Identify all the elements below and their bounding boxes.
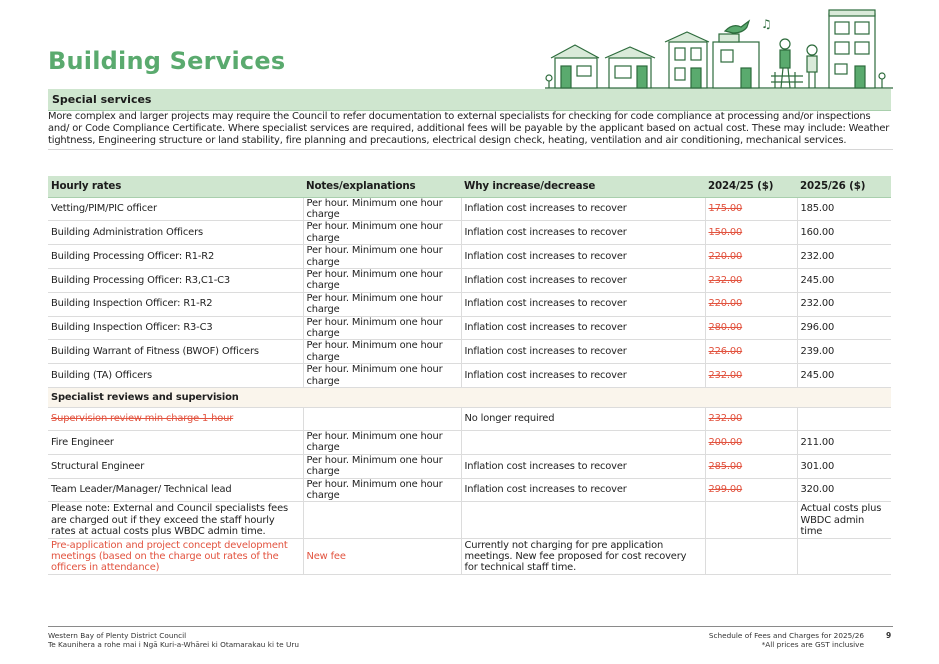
footer-org bbox=[48, 631, 299, 650]
rate-old-value: 232.00 bbox=[705, 364, 797, 388]
rate-why: Inflation cost increases to recover bbox=[461, 221, 705, 245]
rate-new-value: 245.00 bbox=[797, 268, 891, 292]
preapp-name: Pre-application and project concept development meetings (based on the charge out rates of the officers in attendance) bbox=[48, 538, 303, 574]
rate-name: Building Inspection Officer: R1-R2 bbox=[48, 292, 303, 316]
rate-why: No longer required bbox=[461, 408, 705, 431]
table-row bbox=[48, 340, 891, 364]
table-row bbox=[48, 408, 891, 431]
rate-note: Per hour. Minimum one hour charge bbox=[303, 292, 461, 316]
rate-why: Inflation cost increases to recover bbox=[461, 454, 705, 478]
rate-new-value: 211.00 bbox=[797, 431, 891, 455]
rate-note bbox=[303, 408, 461, 431]
rate-name: Building Processing Officer: R3,C1-C3 bbox=[48, 268, 303, 292]
rate-old-value: 200.00 bbox=[705, 431, 797, 455]
rate-new-value: Actual costs plus WBDC admin time bbox=[797, 502, 891, 538]
footer-schedule-title: Schedule of Fees and Charges for 2025/26 bbox=[708, 631, 864, 640]
rate-note: Per hour. Minimum one hour charge bbox=[303, 316, 461, 340]
header-why: Why increase/decrease bbox=[461, 176, 705, 197]
rate-note: Per hour. Minimum one hour charge bbox=[303, 364, 461, 388]
rate-note bbox=[303, 502, 461, 538]
table-row bbox=[48, 268, 891, 292]
rate-new-value: 232.00 bbox=[797, 292, 891, 316]
rate-note: Per hour. Minimum one hour charge bbox=[303, 431, 461, 455]
footer-org-maori: Te Kaunihera a rohe mai i Ngā Kuri-a-Whārei ki Otamarakau ki te Uru bbox=[48, 640, 299, 650]
rate-name: Building Inspection Officer: R3-C3 bbox=[48, 316, 303, 340]
rate-old-value: 150.00 bbox=[705, 221, 797, 245]
footer-org-name: Western Bay of Plenty District Council bbox=[48, 631, 187, 640]
rate-old-value: 232.00 bbox=[705, 408, 797, 431]
table-row bbox=[48, 478, 891, 502]
table-row bbox=[48, 316, 891, 340]
table-row bbox=[48, 245, 891, 269]
table-row bbox=[48, 292, 891, 316]
table-row bbox=[48, 454, 891, 478]
header-hourly-rates: Hourly rates bbox=[48, 176, 303, 197]
rate-name: Building Processing Officer: R1-R2 bbox=[48, 245, 303, 269]
rate-note: Per hour. Minimum one hour charge bbox=[303, 478, 461, 502]
rate-new-value: 301.00 bbox=[797, 454, 891, 478]
special-services-heading: Special services bbox=[52, 93, 152, 106]
rate-note: Per hour. Minimum one hour charge bbox=[303, 221, 461, 245]
preapp-note: New fee bbox=[303, 538, 461, 574]
rate-old-value: 220.00 bbox=[705, 245, 797, 269]
rate-old-value: 232.00 bbox=[705, 268, 797, 292]
rate-name: Building Administration Officers bbox=[48, 221, 303, 245]
rate-why: Inflation cost increases to recover bbox=[461, 197, 705, 221]
rate-note: Per hour. Minimum one hour charge bbox=[303, 454, 461, 478]
footer-gst-note: *All prices are GST inclusive bbox=[761, 640, 864, 650]
rate-old-value: 220.00 bbox=[705, 292, 797, 316]
rate-why bbox=[461, 431, 705, 455]
table-row bbox=[48, 197, 891, 221]
section-row bbox=[48, 388, 891, 408]
header-2025-26: 2025/26 ($) bbox=[797, 176, 891, 197]
houses-illustration bbox=[545, 6, 895, 90]
rate-new-value: 232.00 bbox=[797, 245, 891, 269]
special-services-text: More complex and larger projects may require the Council to refer documentation to external specialists for checking for code compliance at processing and/or inspections and/ or Code Compliance Certificate. Where specialist services are required, additional fees will be payable by the applicant based on actual cost. These may include: Weather tightness, Engineering structure or land stability, fire planning and precautions, electrical design check, heating, ventilation and air conditioning, mechanical services. bbox=[48, 111, 893, 150]
rate-note: Per hour. Minimum one hour charge bbox=[303, 245, 461, 269]
header-2024-25: 2024/25 ($) bbox=[705, 176, 797, 197]
rate-new-value: 160.00 bbox=[797, 221, 891, 245]
svg-text:♫: ♫ bbox=[761, 17, 772, 31]
rate-name: Fire Engineer bbox=[48, 431, 303, 455]
rate-new-value: 320.00 bbox=[797, 478, 891, 502]
page-number: 9 bbox=[886, 631, 892, 640]
footer-schedule bbox=[706, 631, 864, 650]
rate-new-value bbox=[797, 538, 891, 574]
rate-new-value bbox=[797, 408, 891, 431]
preapp-why: Currently not charging for pre application meetings. New fee proposed for cost recovery for technical staff time. bbox=[461, 538, 705, 574]
rate-new-value: 185.00 bbox=[797, 197, 891, 221]
rate-old-value bbox=[705, 538, 797, 574]
rate-why bbox=[461, 502, 705, 538]
page-title: Building Services bbox=[48, 47, 286, 75]
header-notes: Notes/explanations bbox=[303, 176, 461, 197]
table-header-row bbox=[48, 176, 891, 197]
table-row-preapp bbox=[48, 538, 891, 574]
rate-name: Building Warrant of Fitness (BWOF) Officers bbox=[48, 340, 303, 364]
rate-old-value: 280.00 bbox=[705, 316, 797, 340]
rate-new-value: 296.00 bbox=[797, 316, 891, 340]
rate-why: Inflation cost increases to recover bbox=[461, 268, 705, 292]
rate-note: Per hour. Minimum one hour charge bbox=[303, 268, 461, 292]
table-row bbox=[48, 431, 891, 455]
rate-name: Vetting/PIM/PIC officer bbox=[48, 197, 303, 221]
rate-name: Structural Engineer bbox=[48, 454, 303, 478]
rate-why: Inflation cost increases to recover bbox=[461, 340, 705, 364]
rate-why: Inflation cost increases to recover bbox=[461, 364, 705, 388]
rate-old-value: 299.00 bbox=[705, 478, 797, 502]
rate-new-value: 239.00 bbox=[797, 340, 891, 364]
hourly-rates-table bbox=[48, 176, 891, 575]
table-row bbox=[48, 221, 891, 245]
rate-old-value bbox=[705, 502, 797, 538]
section-heading: Specialist reviews and supervision bbox=[48, 388, 891, 408]
rate-old-value: 175.00 bbox=[705, 197, 797, 221]
rate-why: Inflation cost increases to recover bbox=[461, 245, 705, 269]
rate-new-value: 245.00 bbox=[797, 364, 891, 388]
rate-old-value: 226.00 bbox=[705, 340, 797, 364]
rate-why: Inflation cost increases to recover bbox=[461, 478, 705, 502]
rate-why: Inflation cost increases to recover bbox=[461, 316, 705, 340]
table-row-note bbox=[48, 502, 891, 538]
rate-old-value: 285.00 bbox=[705, 454, 797, 478]
rate-note: Per hour. Minimum one hour charge bbox=[303, 340, 461, 364]
rate-name: Supervision review min charge 1 hour bbox=[48, 408, 303, 431]
rate-name: Building (TA) Officers bbox=[48, 364, 303, 388]
rate-why: Inflation cost increases to recover bbox=[461, 292, 705, 316]
table-row bbox=[48, 364, 891, 388]
rate-name: Team Leader/Manager/ Technical lead bbox=[48, 478, 303, 502]
special-services-heading-bar bbox=[48, 89, 891, 111]
rate-note: Per hour. Minimum one hour charge bbox=[303, 197, 461, 221]
external-fees-note: Please note: External and Council specialists fees are charged out if they exceed the staff hourly rates at actual costs plus WBDC admin time. bbox=[48, 502, 303, 538]
footer-divider bbox=[48, 626, 893, 627]
